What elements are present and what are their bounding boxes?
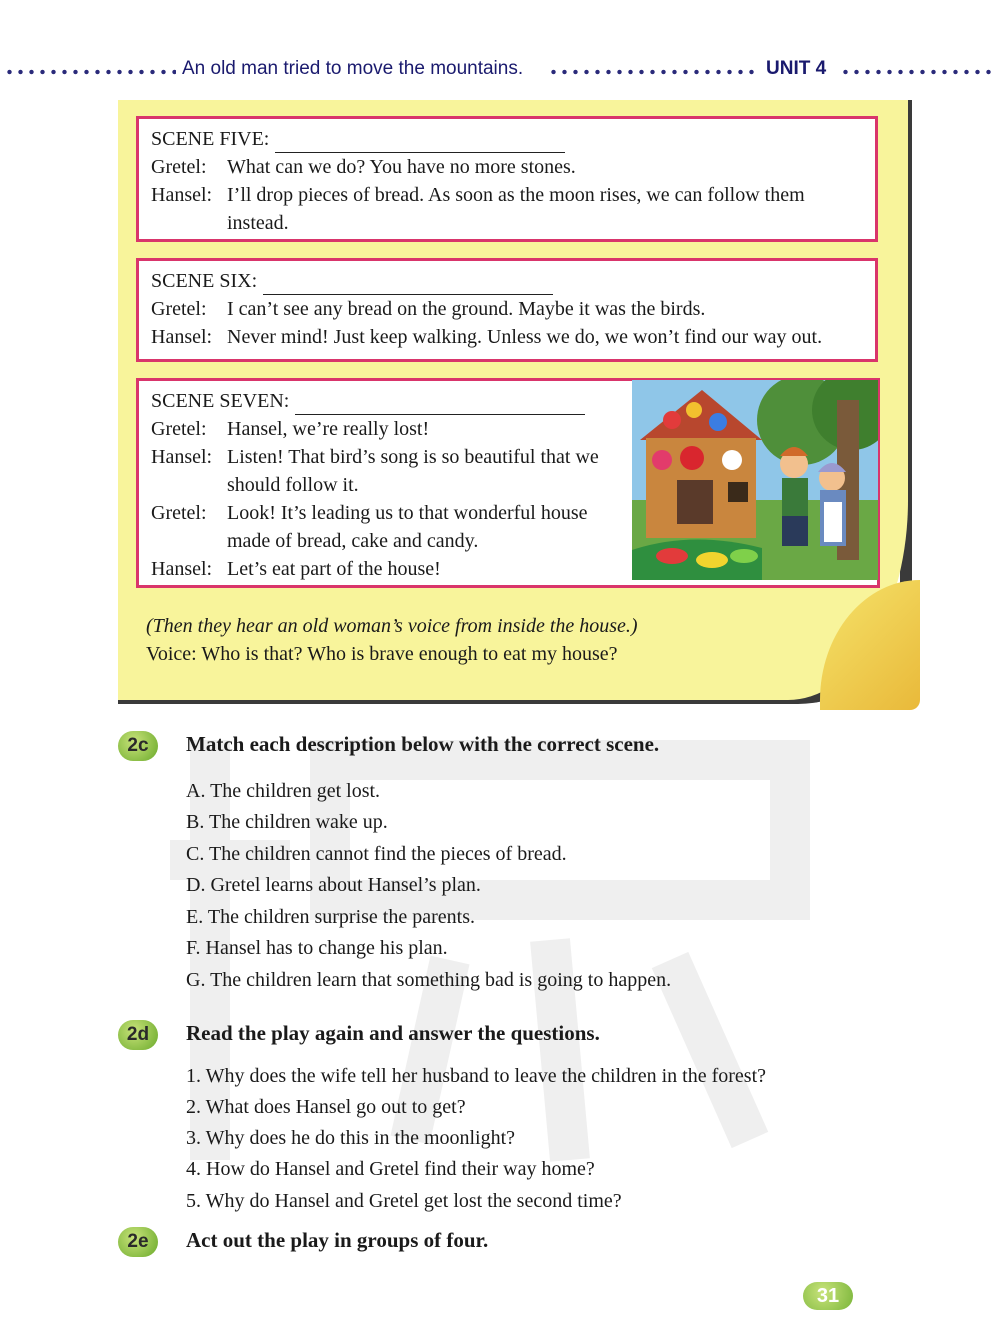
speaker-label: Hansel: bbox=[151, 558, 213, 580]
exercise-badge-2e: 2e bbox=[118, 1227, 158, 1257]
header-dots-middle bbox=[548, 69, 760, 75]
list-item: 2. What does Hansel go out to get? bbox=[186, 1096, 466, 1118]
speaker-label: Hansel: bbox=[151, 446, 213, 468]
speaker-label: Hansel: bbox=[151, 184, 213, 206]
list-item: 3. Why does he do this in the moonlight? bbox=[186, 1127, 516, 1149]
scene-title: SCENE SEVEN: bbox=[151, 390, 290, 412]
speaker-label: Gretel: bbox=[151, 502, 207, 524]
exercise-badge-2c: 2c bbox=[118, 731, 158, 761]
list-item: E. The children surprise the parents. bbox=[186, 906, 475, 928]
answer-blank[interactable] bbox=[295, 394, 585, 415]
scene-six-box bbox=[136, 258, 878, 362]
exercise-title: Match each description below with the correct scene. bbox=[186, 732, 660, 756]
stage-direction: (Then they hear an old woman’s voice from inside the house.) bbox=[146, 615, 638, 637]
scene-title: SCENE FIVE: bbox=[151, 128, 270, 150]
speaker-label: Hansel: bbox=[151, 326, 213, 348]
speaker-label: Gretel: bbox=[151, 418, 207, 440]
dialogue-text: Let’s eat part of the house! bbox=[227, 558, 441, 580]
header-dots-left bbox=[4, 69, 176, 75]
list-item: F. Hansel has to change his plan. bbox=[186, 937, 448, 959]
dialogue-text: Listen! That bird’s song is so beautiful that we bbox=[227, 446, 599, 468]
stage-direction-block bbox=[146, 612, 638, 668]
list-item: B. The children wake up. bbox=[186, 811, 388, 833]
list-item: A. The children get lost. bbox=[186, 780, 381, 802]
speaker-label: Gretel: bbox=[151, 298, 207, 320]
scene-five-box bbox=[136, 116, 878, 242]
exercise-badge-2d: 2d bbox=[118, 1020, 158, 1050]
header-title: An old man tried to move the mountains. bbox=[182, 58, 524, 79]
list-item: 5. Why do Hansel and Gretel get lost the second time? bbox=[186, 1190, 622, 1212]
page-header bbox=[0, 56, 1000, 88]
page-number: 31 bbox=[803, 1282, 853, 1310]
list-item: G. The children learn that something bad is going to happen. bbox=[186, 969, 672, 991]
exercise-title: Read the play again and answer the questions. bbox=[186, 1021, 600, 1045]
dialogue-text: made of bread, cake and candy. bbox=[227, 530, 479, 552]
list-item: 1. Why does the wife tell her husband to leave the children in the forest? bbox=[186, 1065, 766, 1087]
dialogue-text: Never mind! Just keep walking. Unless we do, we won’t find our way out. bbox=[227, 326, 823, 348]
answer-blank[interactable] bbox=[263, 274, 553, 295]
header-dots-right bbox=[840, 69, 996, 75]
list-item: C. The children cannot find the pieces of bread. bbox=[186, 843, 567, 865]
answer-blank[interactable] bbox=[275, 132, 565, 153]
voice-line: Voice: Who is that? Who is brave enough to eat my house? bbox=[146, 643, 618, 665]
dialogue-text: should follow it. bbox=[227, 474, 359, 496]
speaker-label: Gretel: bbox=[151, 156, 207, 178]
candy-house-illustration bbox=[632, 380, 878, 580]
exercise-title: Act out the play in groups of four. bbox=[186, 1228, 489, 1252]
dialogue-text: I can’t see any bread on the ground. Maybe it was the birds. bbox=[227, 298, 706, 320]
dialogue-text: Look! It’s leading us to that wonderful house bbox=[227, 502, 588, 524]
scene-title: SCENE SIX: bbox=[151, 270, 258, 292]
dialogue-text: What can we do? You have no more stones. bbox=[227, 156, 576, 178]
dialogue-text: I’ll drop pieces of bread. As soon as the moon rises, we can follow them bbox=[227, 184, 805, 206]
dialogue-text: instead. bbox=[227, 212, 289, 234]
list-item: 4. How do Hansel and Gretel find their way home? bbox=[186, 1158, 595, 1180]
list-item: D. Gretel learns about Hansel’s plan. bbox=[186, 874, 481, 896]
dialogue-text: Hansel, we’re really lost! bbox=[227, 418, 430, 440]
unit-label: UNIT 4 bbox=[766, 58, 827, 79]
